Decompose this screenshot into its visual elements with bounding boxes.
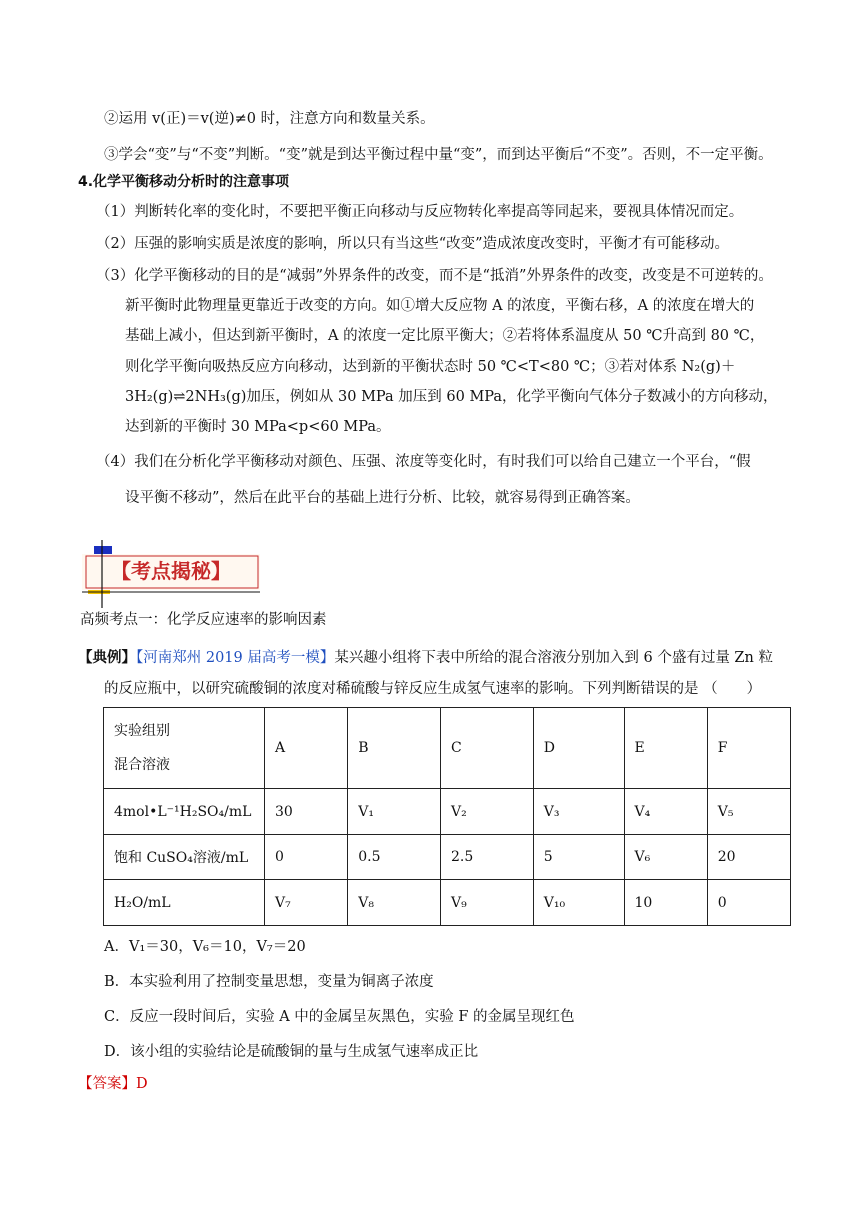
text-line: 设平衡不移动”，然后在此平台的基础上进行分析、比较，就容易得到正确答案。 [125,490,640,506]
table-cell: B [348,708,441,789]
table-cell: V₅ [707,789,790,835]
row-label: 4mol•L⁻¹H₂SO₄/mL [104,789,265,835]
text-line: （4）我们在分析化学平衡移动对颜色、压强、浓度等变化时，有时我们可以给自己建立一个平台，“假 [96,454,751,470]
text-line: 3H₂(g)⇌2NH₃(g)加压，例如从 30 MPa 加压到 60 MPa，化学平衡向气体分子数减小的方向移动， [125,389,778,405]
example-text: 某兴趣小组将下表中所给的混合溶液分别加入到 6 个盛有过量 Zn 粒 [334,650,773,666]
table-cell: E [624,708,707,789]
table-cell: V₇ [265,880,348,926]
table-cell: 20 [707,835,790,880]
answer-tag: 【答案】 [78,1076,136,1092]
table-row [104,880,791,926]
table-cell: V₉ [440,880,533,926]
table-cell: A [265,708,348,789]
text-line: 则化学平衡向吸热反应方向移动，达到新的平衡状态时 50 ℃<T<80 ℃；③若对体系 N₂(g)＋ [125,359,736,375]
example-source: 【河南郑州 2019 届高考一模】 [136,650,335,666]
table-cell: 2.5 [440,835,533,880]
table-cell: C [440,708,533,789]
table-cell: 0 [707,880,790,926]
experiment-table [103,707,791,926]
option-d: D．该小组的实验结论是硫酸铜的量与生成氢气速率成正比 [104,1044,479,1060]
example-line-1 [78,648,773,668]
row-label: H₂O/mL [104,880,265,926]
answer-line [78,1074,148,1094]
text-line: （3）化学平衡移动的目的是“减弱”外界条件的改变，而不是“抵消”外界条件的改变，改变是不可逆转的。 [96,268,773,284]
table-cell: 5 [533,835,624,880]
table-cell: V₁₀ [533,880,624,926]
option-a: A．V₁＝30，V₆＝10，V₇＝20 [104,939,306,955]
row-label: 饱和 CuSO₄溶液/mL [104,835,265,880]
answer-value: D [136,1076,148,1092]
example-tag: 【典例】 [78,649,136,666]
table-cell: V₄ [624,789,707,835]
header-label-solution: 混合溶液 [114,757,170,773]
banner-text: 【考点揭秘】 [111,559,231,583]
table-cell: V₈ [348,880,441,926]
table-cell: 30 [265,789,348,835]
table-cell: 0 [265,835,348,880]
table-cell: 0.5 [348,835,441,880]
topic-heading: 高频考点一：化学反应速率的影响因素 [80,612,327,628]
text-line: 达到新的平衡时 30 MPa<p<60 MPa。 [125,419,391,435]
table-cell: V₆ [624,835,707,880]
option-c: C．反应一段时间后，实验 A 中的金属呈灰黑色，实验 F 的金属呈现红色 [104,1009,575,1025]
table-cell: 10 [624,880,707,926]
header-label-group: 实验组别 [114,723,170,739]
table-row [104,835,791,880]
table-cell: V₂ [440,789,533,835]
example-line-2: 的反应瓶中，以研究硫酸铜的浓度对稀硫酸与锌反应生成氢气速率的影响。下列判断错误的是 （ ） [104,681,762,697]
table-header-label [104,708,265,789]
text-line: 新平衡时此物理量更靠近于改变的方向。如①增大反应物 A 的浓度，平衡右移，A 的浓度在增大的 [125,298,755,314]
table-row [104,789,791,835]
text-line: （2）压强的影响实质是浓度的影响，所以只有当这些“改变”造成浓度改变时，平衡才有可能移动。 [96,236,730,252]
text-line: ③学会“变”与“不变”判断。“变”就是到达平衡过程中量“变”，而到达平衡后“不变”。否则，不一定平衡。 [104,147,773,163]
table-cell: F [707,708,790,789]
text-line: （1）判断转化率的变化时，不要把平衡正向移动与反应物转化率提高等同起来，要视具体情况而定。 [96,204,744,220]
kaodian-banner [82,540,260,608]
table-cell: V₃ [533,789,624,835]
text-line: ②运用 v(正)＝v(逆)≠0 时，注意方向和数量关系。 [104,111,435,127]
table-cell: D [533,708,624,789]
section-heading: 4.化学平衡移动分析时的注意事项 [78,174,290,190]
table-header-row [104,708,791,789]
option-b: B．本实验利用了控制变量思想，变量为铜离子浓度 [104,974,434,990]
text-line: 基础上减小，但达到新平衡时，A 的浓度一定比原平衡大；②若将体系温度从 50 ℃升高到 80 ℃， [125,328,765,344]
table-cell: V₁ [348,789,441,835]
